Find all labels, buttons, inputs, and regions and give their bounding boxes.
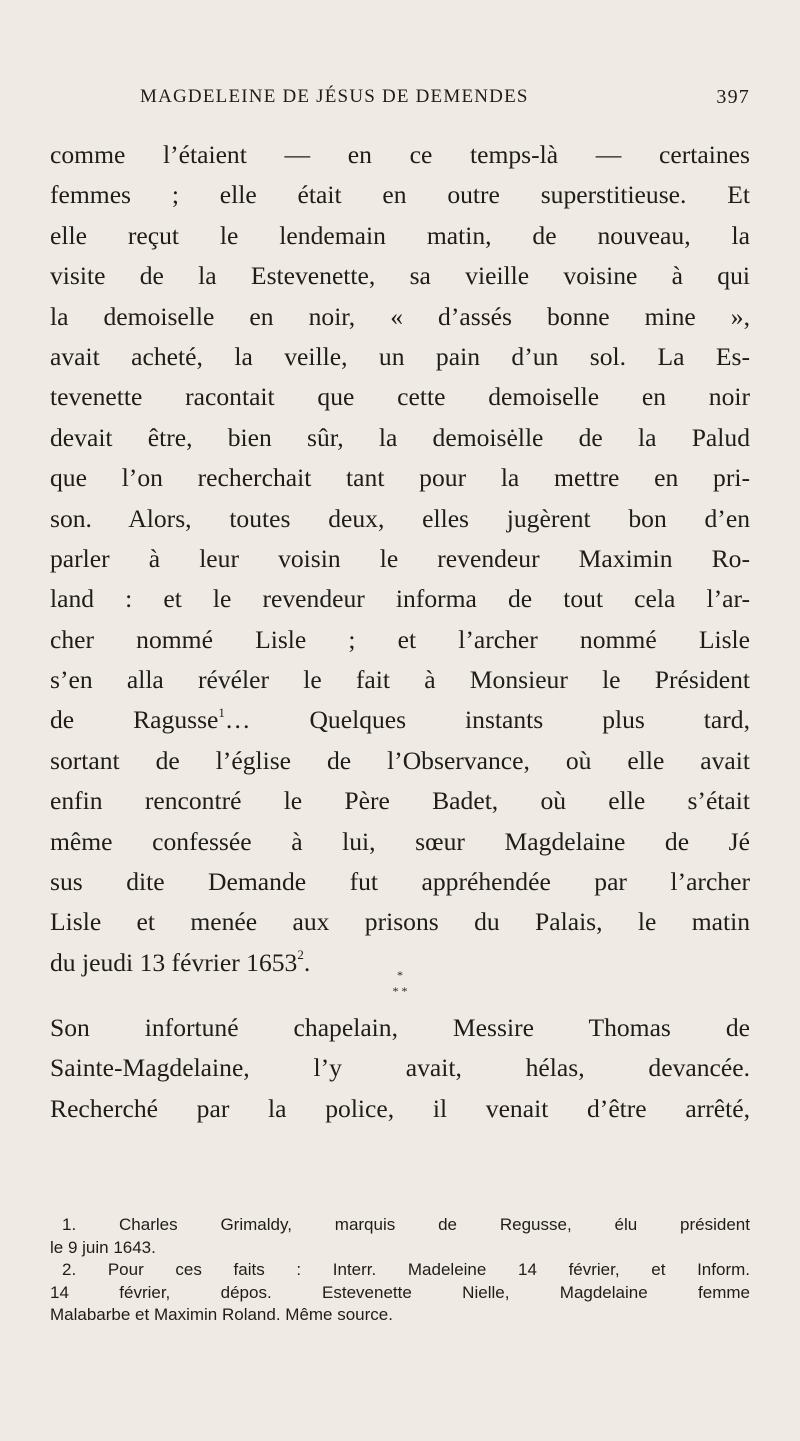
- text-line: même confessée à lui, sœur Magdelaine de Jé: [50, 826, 750, 856]
- footnote-ref-2: 2: [297, 947, 304, 963]
- separator-stars: * *: [392, 984, 408, 998]
- text-line-with-footnote: [50, 700, 750, 740]
- text-line: parler à leur voisin le revendeur Maximin Ro-: [50, 543, 750, 573]
- text-line: elle reçut le lendemain matin, de nouveau, la: [50, 220, 750, 250]
- text-line: avait acheté, la veille, un pain d’un sol. La Es-: [50, 341, 750, 371]
- text-line: Lisle et menée aux prisons du Palais, le matin: [50, 907, 750, 937]
- footnotes: [50, 1214, 750, 1327]
- text-line: femmes ; elle était en outre superstitieuse. Et: [50, 180, 750, 210]
- text-line: enfin rencontré le Père Badet, où elle s’était: [50, 786, 750, 816]
- footnote-2: 2. Pour ces faits : Interr. Madeleine 14 février, et Inform.: [62, 1260, 750, 1280]
- text-line: tevenette racontait que cette demoiselle en noir: [50, 382, 750, 412]
- text-line: Recherché par la police, il venait d’être arrêté,: [50, 1093, 750, 1123]
- text-segment: .: [303, 947, 311, 977]
- text-line: s’en alla révéler le fait à Monsieur le Président: [50, 665, 750, 695]
- footnote-2-cont: 14 février, dépos. Estevenette Nielle, Magdelaine femme: [50, 1282, 750, 1302]
- footnote-1: 1. Charles Grimaldy, marquis de Regusse, élu président: [62, 1215, 750, 1234]
- text-segment: du jeudi 13 février 1653: [50, 947, 298, 977]
- text-line: comme l’étaient — en ce temps-là — certaines: [50, 140, 750, 169]
- text-line: Sainte-Magdelaine, l’y avait, hélas, devancée.: [50, 1053, 750, 1083]
- second-paragraph: [50, 1008, 750, 1129]
- main-paragraph: [50, 135, 750, 983]
- text-line: visite de la Estevenette, sa vieille voisine à qui: [50, 261, 750, 291]
- text-line: land : et le revendeur informa de tout cela l’ar-: [50, 584, 750, 614]
- text-line: son. Alors, toutes deux, elles jugèrent bon d’en: [50, 503, 750, 533]
- running-head: [50, 86, 750, 116]
- text-line: que l’on recherchait tant pour la mettre en pri-: [50, 463, 750, 493]
- text-line: cher nommé Lisle ; et l’archer nommé Lisle: [50, 624, 750, 654]
- text-segment: … Quelques instants plus tard,: [224, 705, 750, 735]
- text-line: sortant de l’église de l’Observance, où elle avait: [50, 745, 750, 775]
- text-line: devait être, bien sûr, la demoisėlle de la Palud: [50, 422, 750, 452]
- running-title: MAGDELEINE DE JÉSUS DE DEMENDES: [140, 86, 529, 107]
- text-line: Son infortuné chapelain, Messire Thomas de: [50, 1013, 750, 1042]
- footnote-1-cont: le 9 juin 1643.: [50, 1237, 156, 1257]
- section-separator: [380, 967, 420, 1003]
- separator-star: *: [397, 968, 403, 982]
- page-number: 397: [716, 86, 750, 108]
- text-segment: de Ragusse: [50, 705, 219, 735]
- footnote-2-cont: Malabarbe et Maximin Roland. Même source.: [50, 1305, 393, 1325]
- text-line: sus dite Demande fut appréhendée par l’archer: [50, 867, 750, 897]
- text-line: la demoiselle en noir, « d’assés bonne mine »,: [50, 301, 750, 331]
- footnote-ref-1: 1: [218, 704, 225, 720]
